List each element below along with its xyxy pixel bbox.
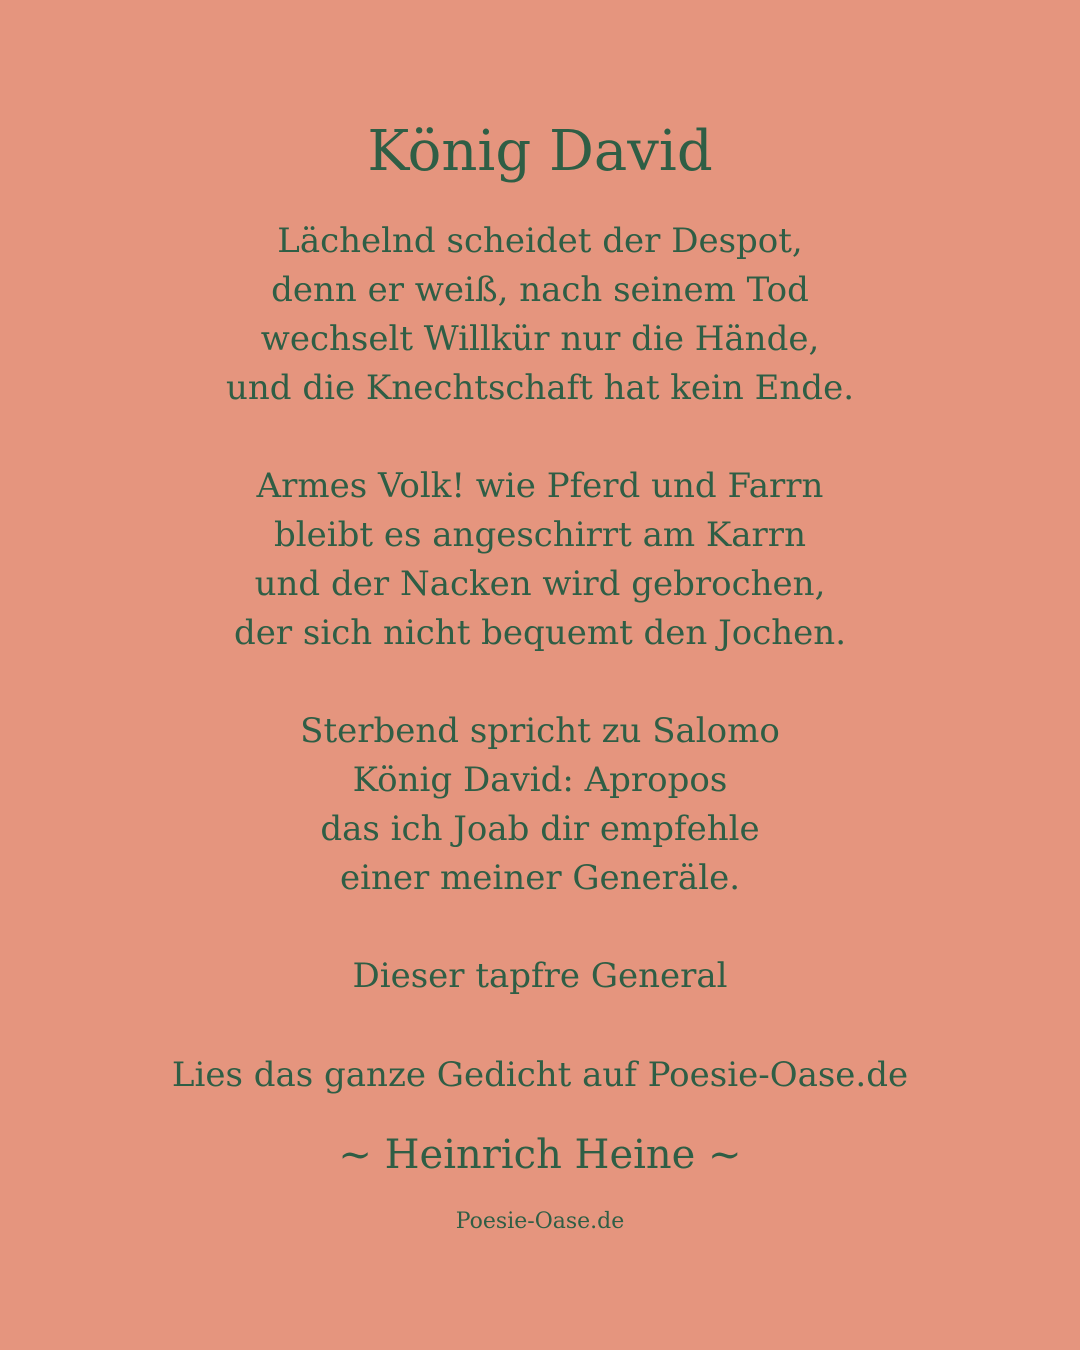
- poem-line: Dieser tapfre General: [352, 956, 728, 996]
- poem-line: Armes Volk! wie Pferd und Farrn: [256, 466, 824, 506]
- poem-title: König David: [367, 119, 713, 184]
- poem-line: das ich Joab dir empfehle: [320, 809, 760, 849]
- stanza-1: [0, 217, 1080, 413]
- stanza-3: [0, 707, 1080, 903]
- poem-line: der sich nicht bequemt den Jochen.: [233, 613, 847, 653]
- poem-line: bleibt es angeschirrt am Karrn: [274, 515, 806, 555]
- poem-line: einer meiner Generäle.: [339, 858, 740, 898]
- poem-line: Sterbend spricht zu Salomo: [300, 711, 780, 751]
- poem-line: und der Nacken wird gebrochen,: [254, 564, 826, 604]
- author-name: ~ Heinrich Heine ~: [338, 1132, 742, 1178]
- poem-line: König David: Apropos: [352, 760, 728, 800]
- read-more-text: Lies das ganze Gedicht auf Poesie-Oase.de: [171, 1055, 909, 1095]
- poem-line: und die Knechtschaft hat kein Ende.: [225, 368, 855, 408]
- stanza-2: [0, 462, 1080, 658]
- poem-line: denn er weiß, nach seinem Tod: [271, 270, 809, 310]
- site-watermark: Poesie-Oase.de: [455, 1209, 625, 1234]
- stanza-4: [0, 952, 1080, 1001]
- poem-line: wechselt Willkür nur die Hände,: [260, 319, 820, 359]
- poem-line: Lächelnd scheidet der Despot,: [277, 221, 803, 261]
